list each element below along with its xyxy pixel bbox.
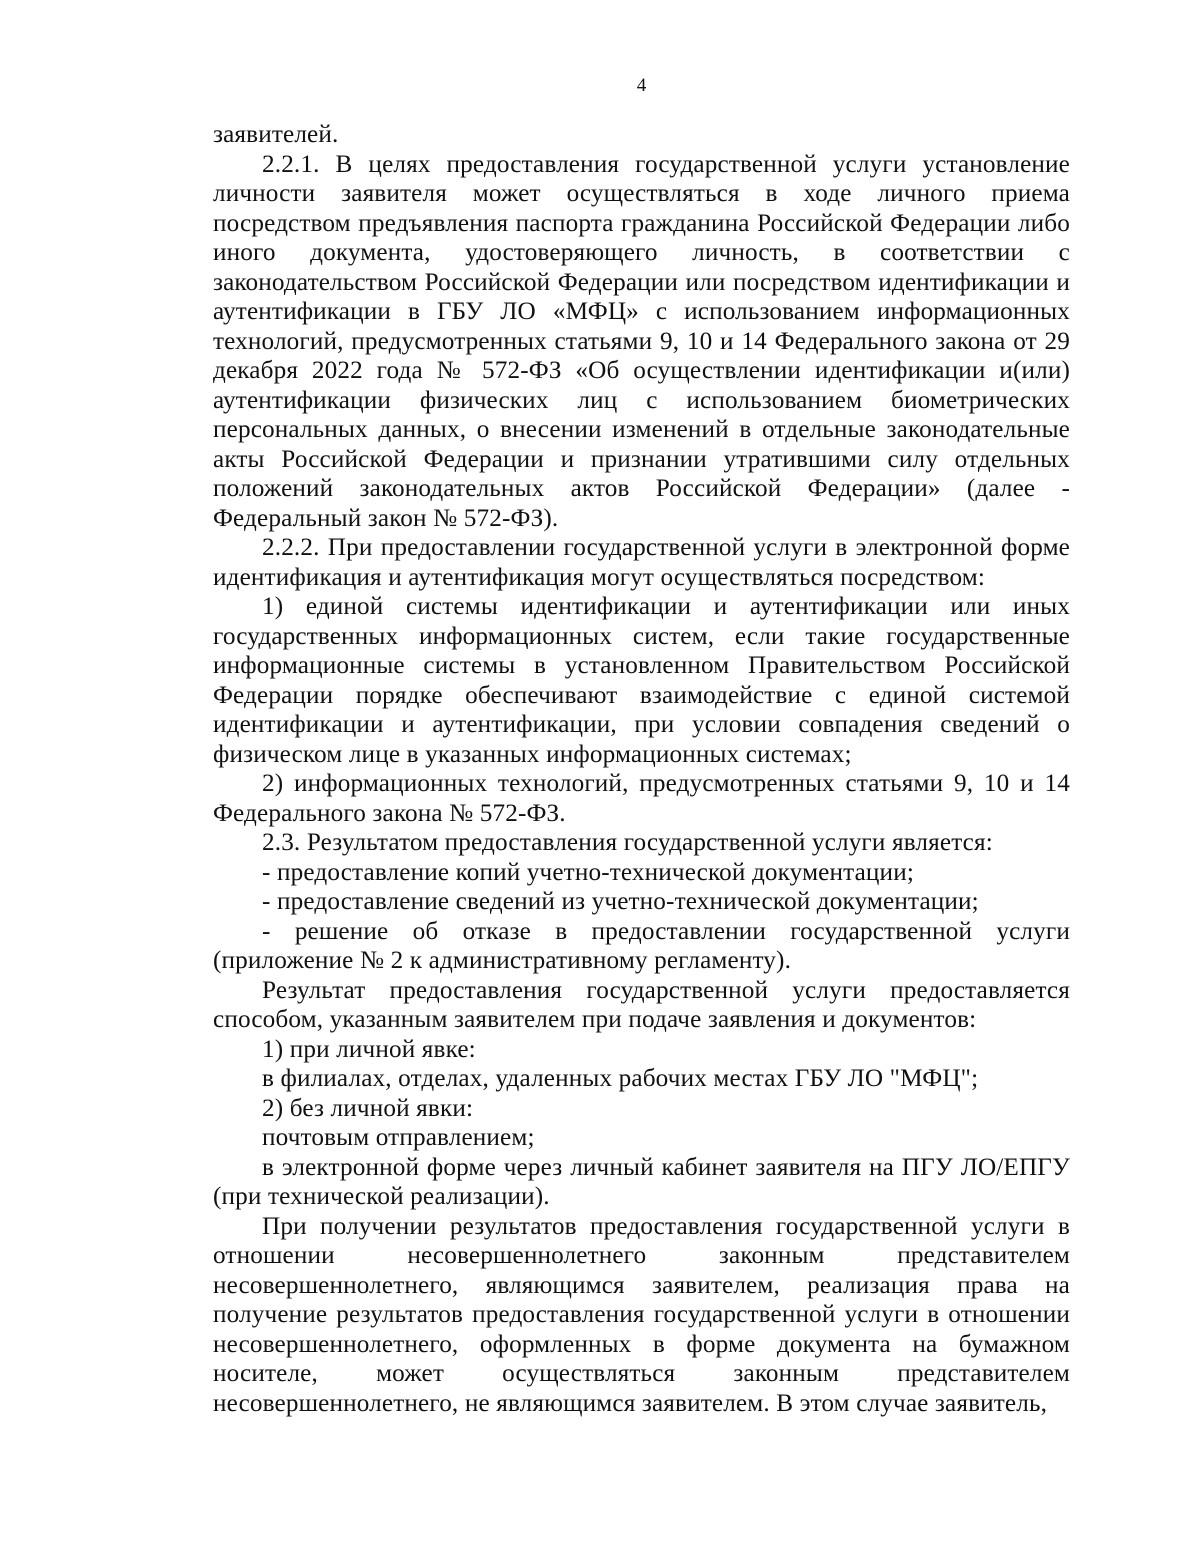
result-item-information: - предоставление сведений из учетно-технической документации; — [262, 888, 979, 915]
list-item-2-information-technologies: 2) информационных технологий, предусмотренных статьями 9, 10 и 14 Федерального закона № 572-ФЗ. — [213, 770, 1070, 827]
paragraph-minor-representative: При получении результатов предоставления государственной услуги в отношении несовершеннолетнего законным представителем несовершеннолетнего, являющимся заявителем, реализация права на получение результатов предоставления государственной услуги в отношении несовершеннолетнего, оформленных в форме документа на бумажном носителе, может осуществляться законным представителем несовершеннолетнего, не являющимся заявителем. В этом случае заявитель, — [213, 1212, 1070, 1417]
list-item-1-esia: 1) единой системы идентификации и аутентификации или иных государственных информационных систем, если такие государственные информационные системы в установленном Правительством Российской Федерации порядке обеспечивают взаимодействие с единой системой идентификации и аутентификации, при условии совпадения сведений о физическом лице в указанных информационных системах; — [213, 593, 1070, 768]
paragraph-result-delivery: Результат предоставления государственной услуги предоставляется способом, указанным заявителем при подаче заявления и документов: — [213, 976, 1070, 1033]
result-item-refusal: - решение об отказе в предоставлении государственной услуги (приложение № 2 к административному регламенту). — [213, 917, 1070, 974]
delivery-post: почтовым отправлением; — [262, 1124, 535, 1151]
delivery-in-person: 1) при личной явке: — [262, 1035, 476, 1063]
delivery-electronic: в электронной форме через личный кабинет заявителя на ПГУ ЛО/ЕПГУ (при технической реализации). — [213, 1153, 1070, 1210]
document-body — [213, 120, 1070, 1418]
delivery-remote: 2) без личной явки: — [262, 1094, 474, 1122]
paragraph-2-3: 2.3. Результатом предоставления государственной услуги является: — [262, 829, 993, 856]
page-number: 4 — [636, 75, 647, 96]
paragraph-continuation: заявителей. — [213, 121, 339, 148]
result-item-copies: - предоставление копий учетно-технической документации; — [262, 858, 914, 886]
delivery-mfc-offices: в филиалах, отделах, удаленных рабочих местах ГБУ ЛО "МФЦ"; — [262, 1065, 979, 1092]
paragraph-2-2-1: 2.2.1. В целях предоставления государственной услуги установление личности заявителя может осуществляться в ходе личного приема посредством предъявления паспорта гражданина Российской Федерации либо иного документа, удостоверяющего личность, в соответствии с законодательством Российской Федерации или посредством идентификации и аутентификации в ГБУ ЛО «МФЦ» с использованием информационных технологий, предусмотренных статьями 9, 10 и 14 Федерального закона от 29 декабря 2022 года № 572-ФЗ «Об осуществлении идентификации и(или) аутентификации физических лиц с использованием биометрических персональных данных, о внесении изменений в отдельные законодательные акты Российской Федерации и признании утратившими силу отдельных положений законодательных актов Российской Федерации» (далее - Федеральный закон № 572-ФЗ). — [213, 150, 1070, 532]
paragraph-2-2-2: 2.2.2. При предоставлении государственной услуги в электронной форме идентификация и аутентификация могут осуществляться посредством: — [213, 534, 1070, 591]
